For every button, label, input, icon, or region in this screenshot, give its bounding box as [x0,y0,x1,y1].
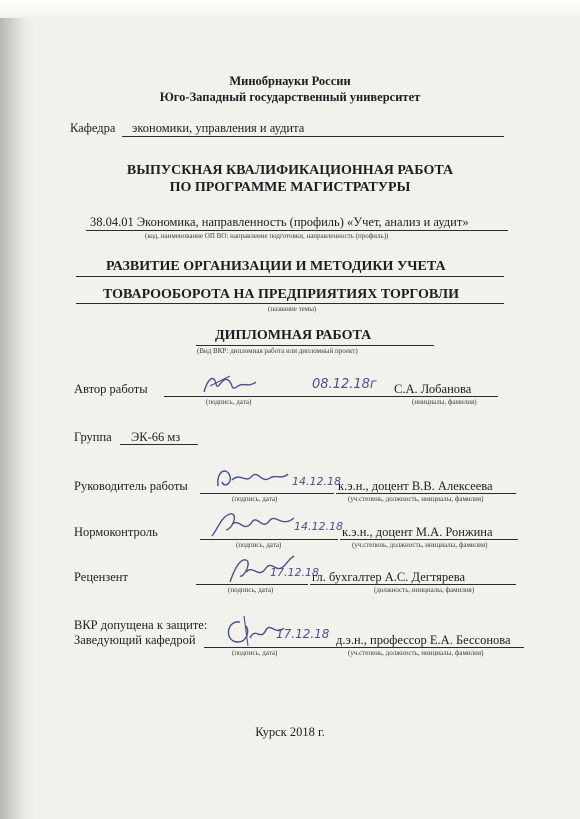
supervisor-signature [212,462,292,494]
reviewer-label: Рецензент [74,570,128,584]
group-label: Группа [74,430,112,444]
admission-value-underline [334,647,524,648]
author-signature [200,368,260,398]
author-name: С.А. Лобанова [394,382,472,396]
city-year: Курск 2018 г. [255,725,325,739]
author-sign-date: 08.12.18г [312,377,377,392]
normcontrol-caption-name: (уч.степень, должность, инициалы, фамилия) [352,541,488,549]
work-title-line1: ВЫПУСКНАЯ КВАЛИФИКАЦИОННАЯ РАБОТА [126,163,454,178]
admission-caption-name: (уч.степень, должность, инициалы, фамилия) [348,649,484,657]
supervisor-value-underline [336,493,516,494]
reviewer-caption-name: (должность, инициалы, фамилия) [374,586,475,594]
program-value: 38.04.01 Экономика, направленность (профиль) «Учет, анализ и аудит» [90,215,469,229]
supervisor-label: Руководитель работы [74,479,188,493]
topic-underline-1 [76,276,504,277]
supervisor-caption-sign: (подпись, дата) [232,495,278,503]
work-type-value: ДИПЛОМНАЯ РАБОТА [215,328,372,343]
topic-underline-2 [76,303,504,304]
program-caption: (код, наименование ОП ВО: направление подготовки, направленность (профиль)) [145,232,389,240]
program-underline [86,230,508,231]
normcontrol-signature [208,508,298,542]
author-sign-underline [164,396,392,397]
author-name-underline [392,396,498,397]
department-value: экономики, управления и аудита [132,121,305,135]
normcontrol-caption-sign: (подпись, дата) [236,541,282,549]
scan-edge-top [0,0,580,18]
author-caption-name: (инициалы, фамилия) [412,398,477,406]
normcontrol-value-underline [340,539,518,540]
reviewer-caption-sign: (подпись, дата) [228,586,274,594]
work-type-underline [196,345,434,346]
work-type-caption: (Вид ВКР: дипломная работа или дипломный проект) [197,347,358,355]
department-label: Кафедра [70,121,116,135]
ministry-name: Минобрнауки России [229,74,351,88]
reviewer-value: гл. бухгалтер А.С. Дегтярева [312,570,465,584]
university-name: Юго-Западный государственный университет [159,90,421,104]
group-value: ЭК-66 мз [131,430,181,444]
supervisor-caption-name: (уч.степень, должность, инициалы, фамилия) [348,495,484,503]
group-underline [120,444,198,445]
admission-value: д.э.н., профессор Е.А. Бессонова [336,633,511,647]
department-underline [122,136,504,137]
topic-line2: ТОВАРООБОРОТА НА ПРЕДПРИЯТИЯХ ТОРГОВЛИ [103,287,459,302]
topic-caption: (название темы) [268,305,317,313]
topic-line1: РАЗВИТИЕ ОРГАНИЗАЦИИ И МЕТОДИКИ УЧЕТА [106,259,446,274]
normcontrol-value: к.э.н., доцент М.А. Ронжина [342,525,493,539]
admission-caption-sign: (подпись, дата) [232,649,278,657]
admission-sign-date: 17.12.18 [276,627,330,641]
supervisor-value: к.э.н., доцент В.В. Алексеева [338,479,493,493]
author-label: Автор работы [74,382,148,396]
reviewer-value-underline [310,584,516,585]
supervisor-sign-date: 14.12.18 [292,475,341,488]
scan-shadow-left [0,0,34,819]
work-title-line2: ПО ПРОГРАММЕ МАГИСТРАТУРЫ [169,180,411,195]
normcontrol-label: Нормоконтроль [74,525,158,539]
author-caption-sign: (подпись, дата) [206,398,252,406]
admission-label-line1: ВКР допущена к защите: [74,618,208,632]
admission-label-line2: Заведующий кафедрой [74,633,196,647]
reviewer-sign-date: 17.12.18 [270,566,319,579]
normcontrol-sign-date: 14.12.18 [294,520,343,533]
